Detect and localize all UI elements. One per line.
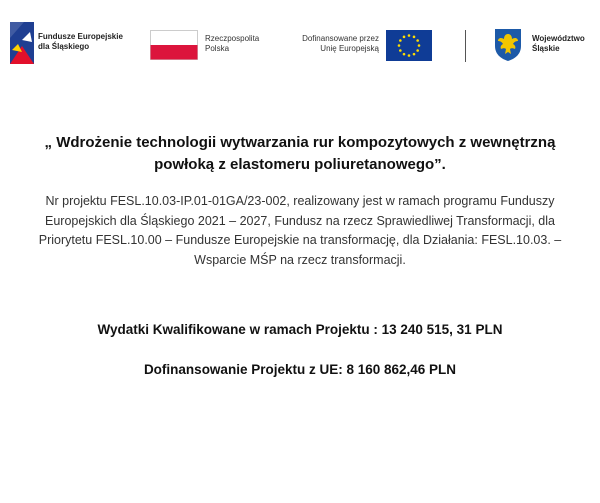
project-description-line1: Nr projektu FESL.10.03-IP.01-01GA/23-002, realizowany jest w ramach programu Funduszy — [45, 194, 555, 208]
project-title — [20, 132, 580, 176]
qualified-expenses: Wydatki Kwalifikowane w ramach Projektu : 13 240 515, 31 PLN — [97, 322, 503, 337]
eu-star-icon — [413, 36, 416, 39]
project-title-line2: powłoką z elastomeru poliuretanowego”. — [154, 156, 446, 173]
rp-logo-text — [205, 34, 259, 54]
rp-logo-line1: Rzeczpospolita — [205, 34, 260, 43]
project-description-line3: Priorytetu FESL.10.00 – Fundusze Europejskie na transformację, dla Działania: FESL.10.03. – — [38, 233, 562, 247]
slaskie-logo-text — [532, 34, 585, 54]
ue-logo-text — [284, 34, 379, 54]
eu-flag-icon — [386, 30, 432, 61]
fe-logo-line1: Fundusze Europejskie — [38, 32, 123, 41]
eu-star-icon — [416, 39, 419, 42]
project-description-line4: Wsparcie MŚP na rzecz transformacji. — [194, 252, 406, 267]
eu-star-icon — [418, 44, 421, 47]
logo-bar — [0, 0, 600, 80]
eu-star-icon — [399, 39, 402, 42]
logo-divider — [465, 30, 466, 62]
eu-star-icon — [413, 53, 416, 56]
slaskie-logo-line1: Województwo — [532, 34, 585, 43]
ue-logo-line2: Unię Europejską — [320, 44, 379, 53]
project-description-line2: Europejskich dla Śląskiego 2021 – 2027, Fundusz na rzecz Sprawiedliwej Transformacji, dla — [45, 213, 555, 228]
eu-star-icon — [408, 34, 411, 37]
slaskie-coat-of-arms-icon — [494, 28, 522, 62]
project-description — [18, 192, 582, 270]
eu-star-icon — [398, 44, 401, 47]
project-title-line1: „ Wdrożenie technologii wytwarzania rur kompozytowych z wewnętrzną — [44, 134, 556, 151]
eu-star-icon — [403, 53, 406, 56]
fundusze-europejskie-logo — [10, 22, 34, 64]
fe-logo-line2: dla Śląskiego — [38, 42, 90, 51]
fe-logo-text — [38, 32, 123, 52]
ue-logo-line1: Dofinansowane przez — [302, 34, 379, 43]
eu-co-financing: Dofinansowanie Projektu z UE: 8 160 862,46 PLN — [143, 362, 457, 377]
eu-star-icon — [403, 36, 406, 39]
rp-logo-line2: Polska — [205, 44, 230, 53]
eu-star-icon — [399, 49, 402, 52]
eu-star-icon — [416, 49, 419, 52]
polish-flag-icon — [150, 30, 198, 60]
eu-star-icon — [408, 54, 411, 57]
slaskie-logo-line2: Śląskie — [532, 44, 560, 53]
